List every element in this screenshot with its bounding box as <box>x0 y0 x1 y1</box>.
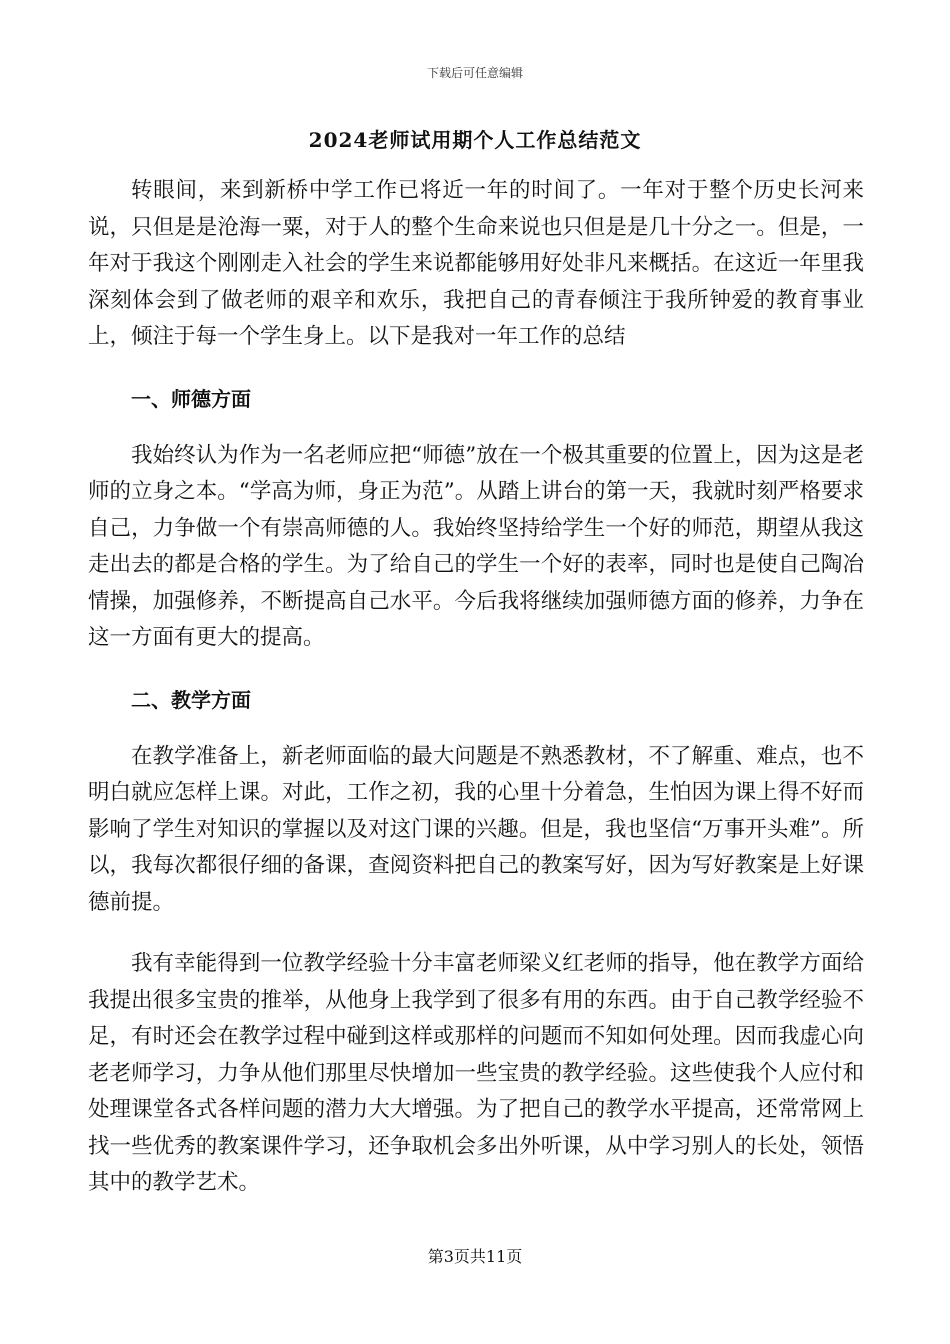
page-number-footer: 第3页共11页 <box>427 1247 523 1266</box>
intro-paragraph: 转眼间，来到新桥中学工作已将近一年的时间了。一年对于整个历史长河来说，只但是是沧海一粟，对于人的整个生命来说也只但是是几十分之一。但是，一年对于我这个刚刚走入社会的学生来说都能够用好处非凡来概括。在这近一年里我深刻体会到了做老师的艰辛和欢乐，我把自己的青春倾注于我所钟爱的教育事业上，倾注于每一个学生身上。以下是我对一年工作的总结 <box>88 178 864 349</box>
section-heading-ethics: 一、师德方面 <box>131 386 251 411</box>
ethics-paragraph: 我始终认为作为一名老师应把“师德”放在一个极其重要的位置上，因为这是老师的立身之本。“学高为师，身正为范”。从踏上讲台的第一天，我就时刻严格要求自己，力争做一个有崇高师德的人。我始终坚持给学生一个好的师范，期望从我这走出去的都是合格的学生。为了给自己的学生一个好的表率，同时也是使自己陶冶情操，加强修养，不断提高自己水平。今后我将继续加强师德方面的修养，力争在这一方面有更大的提高。 <box>88 442 864 650</box>
section-heading-teaching: 二、教学方面 <box>131 687 251 712</box>
teaching-paragraph-1: 在教学准备上，新老师面临的最大问题是不熟悉教材，不了解重、难点，也不明白就应怎样上课。对此，工作之初，我的心里十分着急，生怕因为课上得不好而影响了学生对知识的掌握以及对这门课的兴趣。但是，我也坚信“万事开头难”。所以，我每次都很仔细的备课，查阅资料把自己的教案写好，因为写好教案是上好课德前提。 <box>88 743 864 915</box>
document-body <box>88 173 864 1202</box>
document-title: 2024老师试用期个人工作总结范文 <box>308 128 642 152</box>
header-note: 下载后可任意编辑 <box>426 66 523 80</box>
teaching-paragraph-2: 我有幸能得到一位教学经验十分丰富老师梁义红老师的指导，他在教学方面给我提出很多宝贵的推举，从他身上我学到了很多有用的东西。由于自己教学经验不足，有时还会在教学过程中碰到这样或那样的问题而不知如何处理。因而我虚心向老老师学习，力争从他们那里尽快增加一些宝贵的教学经验。这些使我个人应付和处理课堂各式各样问题的潜力大大增强。为了把自己的教学水平提高，还常常网上找一些优秀的教案课件学习，还争取机会多出外听课，从中学习别人的长处，领悟其中的教学艺术。 <box>88 951 864 1195</box>
